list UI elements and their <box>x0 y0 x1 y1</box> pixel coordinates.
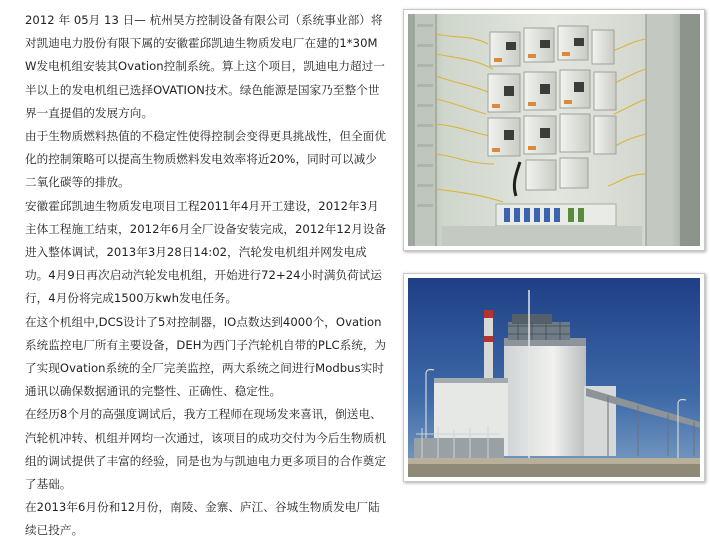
paragraph-challenge: 由于生物质燃料热值的不稳定性使得控制会变得更具挑战性，但全面优化的控制策略可以提高生物质燃料发电效率将近20%，同时可以减少二氧化碳等的排放。 <box>25 129 386 190</box>
paragraph-dcs: 在这个机组中,DCS设计了5对控制器，IO点数达到4000个，Ovation系统监控电厂所有主要设备，DEH为西门子汽轮机自带的PLC系统，为了实现Ovation系统的全厂完美监控，两大系统之间进行Modbus实时通讯以确保数据通讯的完整性、正确性、稳定性。 <box>25 314 387 399</box>
paragraph-commissioning: 在经历8个月的高强度调试后，我方工程师在现场发来喜讯，倒送电、汽轮机冲转、机组并网均一次通过，该项目的成功交付为今后生物质机组的调试提供了丰富的经验，同是也为与凯迪电力更多项目的合作奠定了基础。 <box>25 407 386 492</box>
paragraph-timeline: 安徽霍邱凯迪生物质发电项目工程2011年4月开工建设，2012年3月主体工程施工结束，2012年6月全厂设备安装完成，2012年12月设备进入整体调试，2013年3月28日14:02，汽轮发电机组并网发电成功。4月9日再次启动汽轮发电机组，开始进行72+24小时满负荷试运行，4月份将完成1500万kwh发电任务。 <box>25 198 387 306</box>
article-body <box>25 9 387 543</box>
power-plant-photo <box>403 273 705 482</box>
paragraph-production: 在2013年6月份和12月份，南陵、金寨、庐江、谷城生物质发电厂陆续已投产。 <box>25 500 380 538</box>
control-cabinet-photo <box>403 9 705 251</box>
paragraph-intro: 2012 年 05月 13 日— 杭州昊方控制设备有限公司（系统事业部）将对凯迪电力股份有限下属的安徽霍邱凯迪生物质发电厂在建的1*30MW发电机组安装其Ovation控制系统。算上这个项目，凯迪电力超过一半以上的发电机组已选择OVATION技术。绿色能源是国家乃至整个世界一直提倡的发展方向。 <box>25 13 385 120</box>
